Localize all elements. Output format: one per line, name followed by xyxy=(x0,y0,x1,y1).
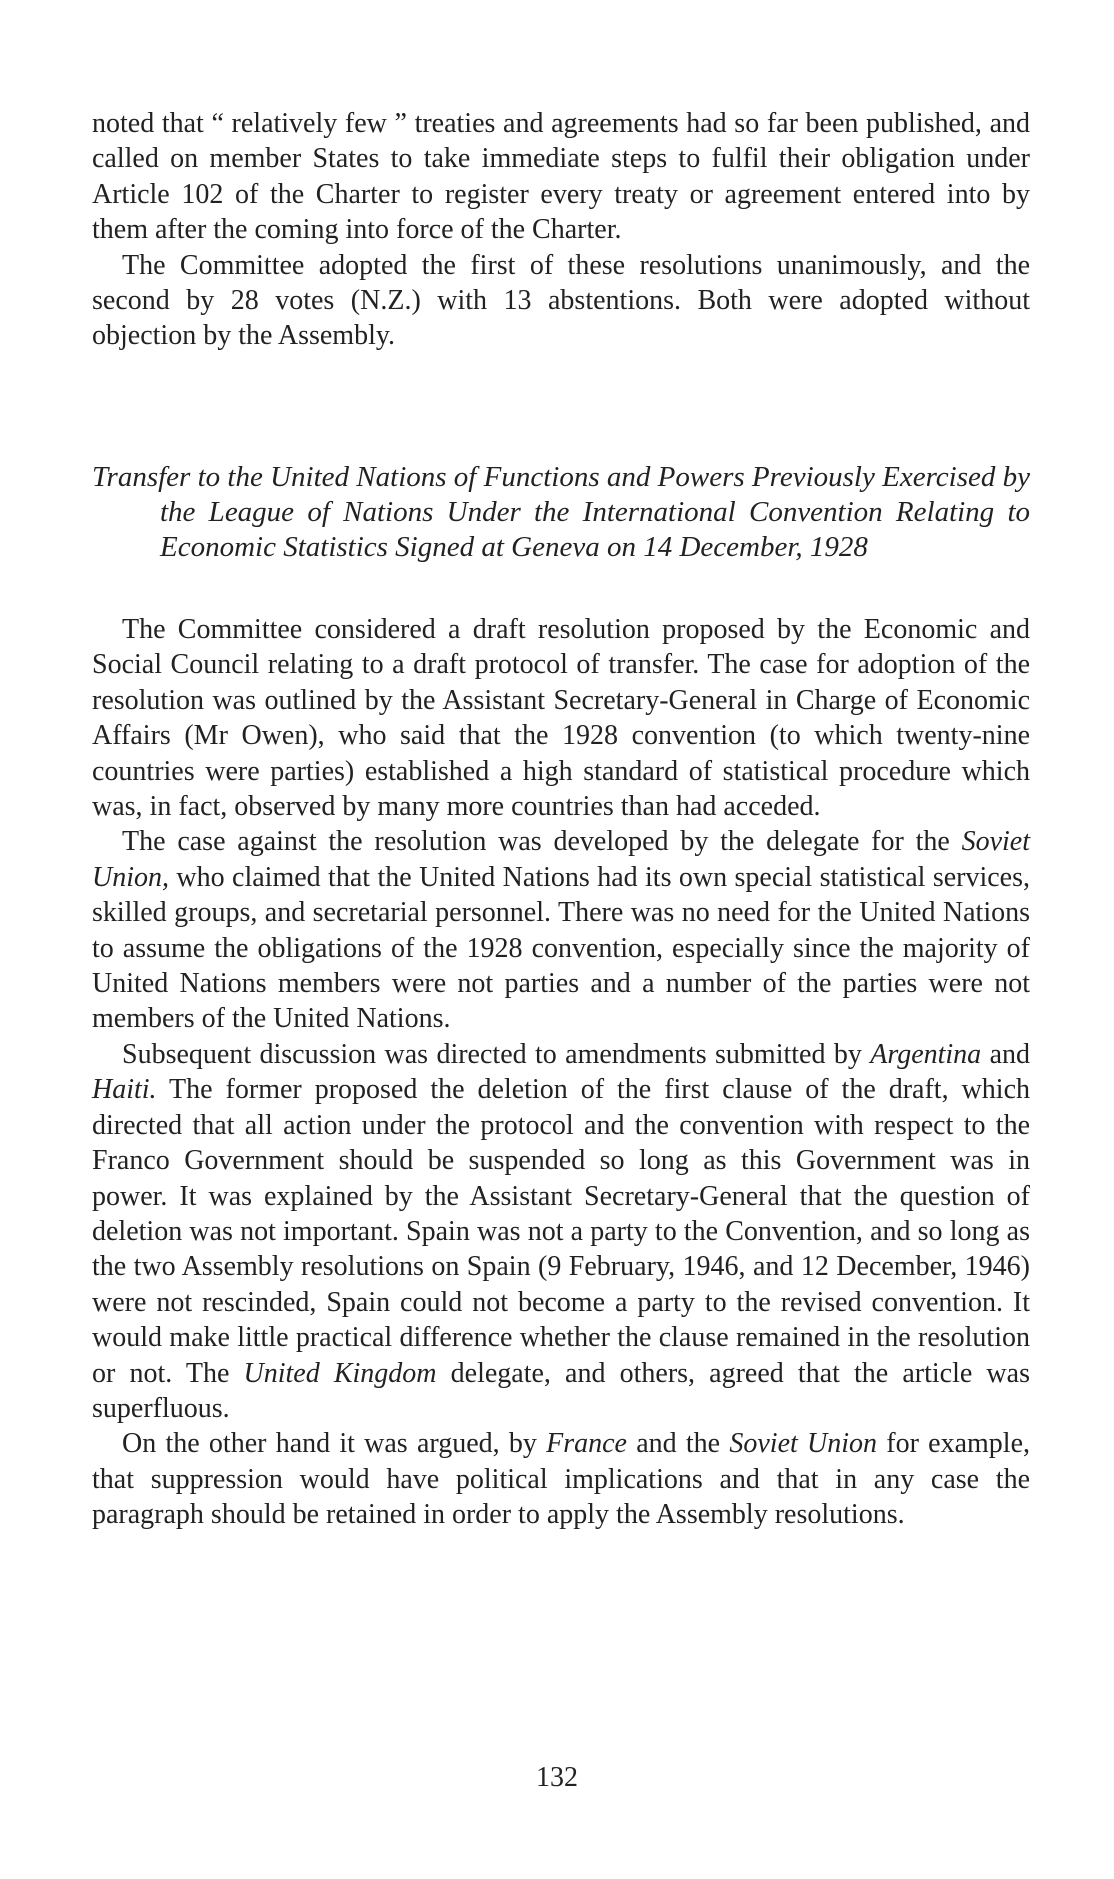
paragraph-case-against: The case against the resolution was developed by the delegate for the Soviet Union, who claimed that the United Nations had its own special statistical services, skilled groups, and secretarial personnel. There was no need for the United Nations to assume the obligations of the 1928 convention, especially since the majority of United Nations members were not parties and a number of the parties were not members of the United Nations. xyxy=(92,826,1030,1035)
section-top xyxy=(92,106,1030,354)
paragraph-amendments: Subsequent discussion was directed to amendments submitted by Argentina and Haiti. The former proposed the deletion of the first clause of the draft, which directed that all action under the protocol and the convention with respect to the Franco Government should be suspended so long as this Government was in power. It was explained by the Assistant Secretary-General that the question of deletion was not important. Spain was not a party to the Convention, and so long as the two Assembly resolutions on Spain (9 February, 1946, and 12 December, 1946) were not rescinded, Spain could not become a party to the revised convention. It would make little practical difference whether the clause remained in the resolution or not. The United Kingdom delegate, and others, agreed that the article was superfluous. xyxy=(92,1038,1030,1424)
page-number: 132 xyxy=(536,1762,578,1793)
paragraph-continuation: noted that “ relatively few ” treaties and agreements had so far been published, and called on member States to take immediate steps to fulfil their obligation under Article 102 of the Charter to register every treaty or agreement entered into by them after the coming into force of the Charter. xyxy=(92,108,1030,246)
section-body xyxy=(92,612,1030,1533)
section-heading: Transfer to the United Nations of Functions and Powers Previously Exercised by the League of Nations Under the International Convention Relating to Economic Statistics Signed at Geneva on 14 December, 1928 xyxy=(92,461,1030,563)
paragraph-committee-vote: The Committee adopted the first of these resolutions unanimously, and the second by 28 votes (N.Z.) with 13 abstentions. Both were adopted without objection by the Assembly. xyxy=(92,249,1030,352)
paragraph-other-hand: On the other hand it was argued, by France and the Soviet Union for example, that suppression would have political implications and that in any case the paragraph should be retained in order to apply the Assembly resolutions. xyxy=(92,1428,1031,1531)
paragraph-draft-resolution: The Committee considered a draft resolution proposed by the Economic and Social Council relating to a draft protocol of transfer. The case for adoption of the resolution was outlined by the Assistant Secretary-General in Charge of Economic Affairs (Mr Owen), who said that the 1928 convention (to which twenty-nine countries were parties) established a high standard of statistical procedure which was, in fact, observed by many more countries than had acceded. xyxy=(92,614,1030,823)
